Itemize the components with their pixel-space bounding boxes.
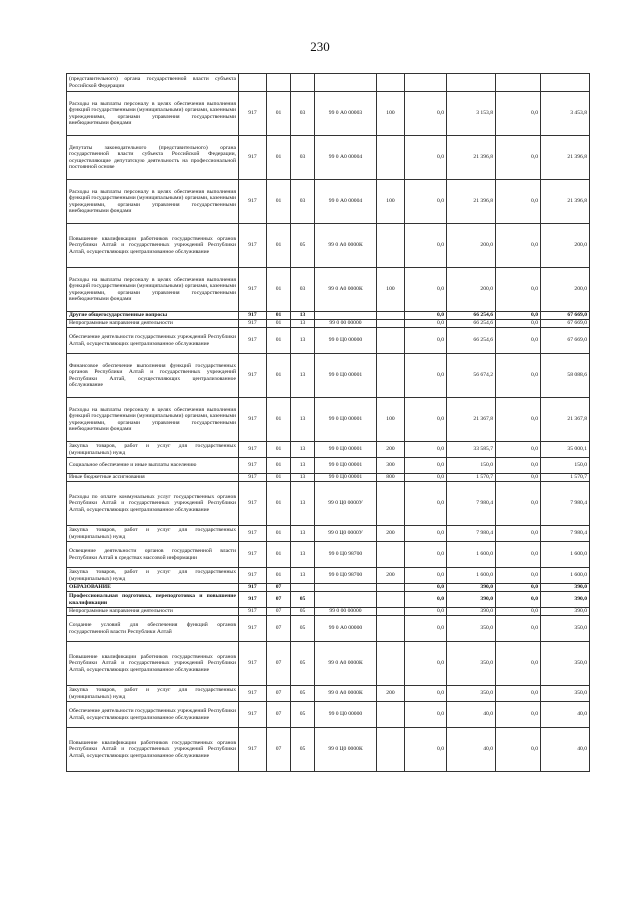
row-value-3: 0,0 (496, 354, 541, 398)
table-row (67, 526, 590, 542)
row-subsection: 13 (291, 328, 315, 354)
row-admin-code (239, 74, 267, 92)
row-description: Повышение квалификации работников государственных органов Республики Алтай и государственных учреждений Республики Алтай, осуществляющих централизованное обслуживание (67, 642, 239, 686)
row-description: Закупка товаров, работ и услуг для государственных (муниципальных) нужд (67, 526, 239, 542)
row-subsection: 13 (291, 458, 315, 474)
row-description: Непрограммные направления деятельности (67, 320, 239, 328)
row-expense-type (377, 542, 405, 568)
row-target-article: 99 0 Ц0 00001 (315, 354, 377, 398)
row-expense-type (377, 482, 405, 526)
row-description: Социальное обеспечение и иные выплаты населению (67, 458, 239, 474)
row-expense-type (377, 328, 405, 354)
row-admin-code: 917 (239, 568, 267, 584)
row-admin-code: 917 (239, 92, 267, 136)
row-value-1: 0,0 (405, 526, 447, 542)
row-subsection: 13 (291, 312, 315, 320)
row-target-article: 99 0 А0 00004 (315, 136, 377, 180)
table-row (67, 74, 590, 92)
row-admin-code: 917 (239, 642, 267, 686)
row-value-2: 56 674,2 (447, 354, 496, 398)
row-admin-code: 917 (239, 584, 267, 592)
row-admin-code: 917 (239, 458, 267, 474)
row-subsection: 05 (291, 702, 315, 728)
row-value-1: 0,0 (405, 474, 447, 482)
row-admin-code: 917 (239, 616, 267, 642)
row-value-3: 0,0 (496, 608, 541, 616)
row-value-2: 21 396,8 (447, 180, 496, 224)
row-value-3: 0,0 (496, 398, 541, 442)
row-value-3: 0,0 (496, 312, 541, 320)
row-value-2: 390,0 (447, 592, 496, 608)
row-expense-type (377, 608, 405, 616)
row-subsection: 13 (291, 526, 315, 542)
row-subsection: 05 (291, 686, 315, 702)
table-row (67, 542, 590, 568)
row-expense-type: 300 (377, 458, 405, 474)
table-body (67, 74, 590, 772)
row-section: 01 (267, 136, 291, 180)
row-admin-code: 917 (239, 592, 267, 608)
row-value-2: 1 600,0 (447, 542, 496, 568)
row-target-article: 99 0 Ц0 0000У (315, 482, 377, 526)
row-description: Обеспечение деятельности государственных учреждений Республики Алтай, осуществляющих централизованное обслуживание (67, 328, 239, 354)
row-value-3: 0,0 (496, 686, 541, 702)
table-row (67, 354, 590, 398)
row-description: Повышение квалификации работников государственных органов Республики Алтай и государственных учреждений Республики Алтай, осуществляющих централизованное обслуживание (67, 224, 239, 268)
row-target-article (315, 312, 377, 320)
table-row (67, 686, 590, 702)
row-description: Закупка товаров, работ и услуг для государственных (муниципальных) нужд (67, 568, 239, 584)
table-row (67, 180, 590, 224)
table-row (67, 474, 590, 482)
row-description: Иные бюджетные ассигнования (67, 474, 239, 482)
row-value-1: 0,0 (405, 92, 447, 136)
row-value-2: 1 570,7 (447, 474, 496, 482)
row-admin-code: 917 (239, 180, 267, 224)
row-section: 07 (267, 642, 291, 686)
row-value-3: 0,0 (496, 224, 541, 268)
row-value-2 (447, 74, 496, 92)
row-value-2: 21 367,8 (447, 398, 496, 442)
row-expense-type: 200 (377, 442, 405, 458)
row-value-1: 0,0 (405, 482, 447, 526)
row-expense-type (377, 354, 405, 398)
row-admin-code: 917 (239, 474, 267, 482)
row-description: Расходы по оплате коммунальных услуг государственных органов Республики Алтай и государственных учреждений Республики Алтай, осуществляющих централизованное обслуживание (67, 482, 239, 526)
row-value-4: 350,0 (541, 642, 590, 686)
row-target-article (315, 74, 377, 92)
row-value-4: 350,0 (541, 616, 590, 642)
row-subsection: 13 (291, 482, 315, 526)
row-value-2: 33 585,7 (447, 442, 496, 458)
row-section: 01 (267, 482, 291, 526)
row-expense-type (377, 320, 405, 328)
row-value-2: 200,0 (447, 268, 496, 312)
row-target-article: 99 0 А0 00000 (315, 616, 377, 642)
row-section: 01 (267, 92, 291, 136)
row-expense-type (377, 136, 405, 180)
row-value-3: 0,0 (496, 458, 541, 474)
row-admin-code: 917 (239, 224, 267, 268)
row-value-4: 390,0 (541, 608, 590, 616)
row-value-1: 0,0 (405, 328, 447, 354)
row-description: Непрограммные направления деятельности (67, 608, 239, 616)
row-expense-type: 100 (377, 268, 405, 312)
row-subsection: 13 (291, 474, 315, 482)
row-subsection: 03 (291, 136, 315, 180)
row-admin-code: 917 (239, 328, 267, 354)
row-admin-code: 917 (239, 608, 267, 616)
row-value-3: 0,0 (496, 92, 541, 136)
table-row (67, 328, 590, 354)
row-value-4: 7 980,4 (541, 526, 590, 542)
row-value-1: 0,0 (405, 180, 447, 224)
table-row (67, 702, 590, 728)
row-value-2: 350,0 (447, 616, 496, 642)
row-target-article (315, 584, 377, 592)
row-section: 01 (267, 268, 291, 312)
table-row (67, 312, 590, 320)
row-value-1: 0,0 (405, 224, 447, 268)
row-description: ОБРАЗОВАНИЕ (67, 584, 239, 592)
row-subsection (291, 584, 315, 592)
row-target-article: 99 0 Ц0 98700 (315, 542, 377, 568)
row-admin-code: 917 (239, 442, 267, 458)
row-subsection: 05 (291, 616, 315, 642)
row-target-article: 99 0 Ц0 00001 (315, 458, 377, 474)
row-expense-type: 100 (377, 92, 405, 136)
row-value-3: 0,0 (496, 526, 541, 542)
row-target-article: 99 0 А0 0000К (315, 642, 377, 686)
row-value-1: 0,0 (405, 320, 447, 328)
row-value-4 (541, 74, 590, 92)
row-admin-code: 917 (239, 702, 267, 728)
row-expense-type (377, 584, 405, 592)
row-expense-type (377, 616, 405, 642)
row-description: Расходы на выплаты персоналу в целях обеспечения выполнения функций государственными (муниципальными) органами, казенными учреждениями, органами управления государственными внебюджетными фондами (67, 398, 239, 442)
row-target-article: 99 0 А0 0000К (315, 224, 377, 268)
row-target-article: 99 0 Ц0 00000 (315, 702, 377, 728)
row-value-1: 0,0 (405, 458, 447, 474)
row-description: Закупка товаров, работ и услуг для государственных (муниципальных) нужд (67, 686, 239, 702)
row-section: 07 (267, 616, 291, 642)
row-value-4: 58 088,6 (541, 354, 590, 398)
row-description: Освещение деятельности органов государственной власти Республики Алтай в средствах массовой информации (67, 542, 239, 568)
row-value-4: 200,0 (541, 268, 590, 312)
row-value-1: 0,0 (405, 136, 447, 180)
row-section: 01 (267, 224, 291, 268)
row-value-3: 0,0 (496, 568, 541, 584)
row-value-3: 0,0 (496, 584, 541, 592)
row-value-3: 0,0 (496, 592, 541, 608)
table-row (67, 398, 590, 442)
row-value-4: 1 600,0 (541, 568, 590, 584)
row-value-1: 0,0 (405, 642, 447, 686)
row-subsection: 03 (291, 180, 315, 224)
row-subsection: 05 (291, 608, 315, 616)
row-section: 01 (267, 474, 291, 482)
row-value-1: 0,0 (405, 616, 447, 642)
row-value-3: 0,0 (496, 180, 541, 224)
row-admin-code: 917 (239, 320, 267, 328)
row-value-2: 21 396,8 (447, 136, 496, 180)
row-value-3: 0,0 (496, 642, 541, 686)
row-value-3: 0,0 (496, 482, 541, 526)
row-subsection: 05 (291, 224, 315, 268)
row-admin-code: 917 (239, 136, 267, 180)
row-target-article (315, 592, 377, 608)
row-section: 01 (267, 312, 291, 320)
row-value-2: 390,0 (447, 608, 496, 616)
row-section: 07 (267, 608, 291, 616)
row-section: 01 (267, 320, 291, 328)
row-value-1: 0,0 (405, 354, 447, 398)
row-admin-code: 917 (239, 686, 267, 702)
row-expense-type: 200 (377, 686, 405, 702)
row-value-2: 200,0 (447, 224, 496, 268)
row-section: 01 (267, 442, 291, 458)
row-value-2: 7 980,4 (447, 482, 496, 526)
row-value-3: 0,0 (496, 728, 541, 772)
row-value-4: 21 367,8 (541, 398, 590, 442)
row-value-3: 0,0 (496, 616, 541, 642)
row-target-article: 99 0 А0 00003 (315, 92, 377, 136)
row-subsection: 05 (291, 728, 315, 772)
row-value-1: 0,0 (405, 592, 447, 608)
row-expense-type (377, 642, 405, 686)
row-value-3: 0,0 (496, 542, 541, 568)
table-row (67, 608, 590, 616)
row-subsection: 05 (291, 592, 315, 608)
row-subsection: 13 (291, 320, 315, 328)
row-expense-type: 100 (377, 180, 405, 224)
row-value-1: 0,0 (405, 686, 447, 702)
row-description: Расходы на выплаты персоналу в целях обеспечения выполнения функций государственными (муниципальными) органами, казенными учреждениями, органами управления государственными внебюджетными фондами (67, 180, 239, 224)
row-target-article: 99 0 Ц0 0000У (315, 526, 377, 542)
budget-table (66, 73, 590, 772)
row-value-2: 350,0 (447, 642, 496, 686)
row-description: (представительного) органа государственной власти субъекта Российской Федерации (67, 74, 239, 92)
row-value-2: 150,0 (447, 458, 496, 474)
row-target-article: 99 0 Ц0 98700 (315, 568, 377, 584)
row-admin-code: 917 (239, 728, 267, 772)
row-section: 01 (267, 568, 291, 584)
row-expense-type: 200 (377, 568, 405, 584)
row-value-2: 40,0 (447, 702, 496, 728)
row-description: Финансовое обеспечение выполнения функций государственных органов Республики Алтай и государственных учреждений Республики Алтай, осуществляющих централизованное обслуживание (67, 354, 239, 398)
row-target-article: 99 0 Ц0 00001 (315, 442, 377, 458)
table-row (67, 92, 590, 136)
row-section: 01 (267, 526, 291, 542)
row-target-article: 99 0 А0 0000К (315, 686, 377, 702)
row-section: 01 (267, 458, 291, 474)
row-subsection: 13 (291, 442, 315, 458)
row-value-4: 200,0 (541, 224, 590, 268)
row-value-4: 1 600,0 (541, 542, 590, 568)
row-value-4: 3 453,8 (541, 92, 590, 136)
table-row (67, 568, 590, 584)
row-section: 07 (267, 686, 291, 702)
row-value-2: 40,0 (447, 728, 496, 772)
row-subsection: 13 (291, 398, 315, 442)
row-section: 07 (267, 592, 291, 608)
table-row (67, 224, 590, 268)
page-number: 230 (310, 39, 330, 54)
row-expense-type: 800 (377, 474, 405, 482)
row-value-2: 1 600,0 (447, 568, 496, 584)
table-row (67, 136, 590, 180)
row-value-4: 21 396,8 (541, 136, 590, 180)
row-value-4: 390,0 (541, 584, 590, 592)
row-section: 07 (267, 584, 291, 592)
row-expense-type (377, 728, 405, 772)
row-target-article: 99 0 Ц0 00001 (315, 398, 377, 442)
row-value-1: 0,0 (405, 312, 447, 320)
row-target-article: 99 0 Ц0 0000К (315, 728, 377, 772)
row-subsection: 13 (291, 542, 315, 568)
row-section: 01 (267, 398, 291, 442)
row-description: Закупка товаров, работ и услуг для государственных (муниципальных) нужд (67, 442, 239, 458)
row-value-2: 390,0 (447, 584, 496, 592)
row-value-2: 66 254,6 (447, 320, 496, 328)
row-value-1: 0,0 (405, 268, 447, 312)
row-admin-code: 917 (239, 482, 267, 526)
row-value-3: 0,0 (496, 136, 541, 180)
row-section: 01 (267, 354, 291, 398)
row-value-1: 0,0 (405, 542, 447, 568)
row-target-article: 99 0 А0 0000К (315, 268, 377, 312)
table-row (67, 268, 590, 312)
row-description: Расходы на выплаты персоналу в целях обеспечения выполнения функций государственными (муниципальными) органами, казенными учреждениями, органами управления государственными внебюджетными фондами (67, 92, 239, 136)
row-value-2: 3 153,8 (447, 92, 496, 136)
row-section: 07 (267, 728, 291, 772)
table-row (67, 616, 590, 642)
row-admin-code: 917 (239, 398, 267, 442)
row-admin-code: 917 (239, 312, 267, 320)
row-description: Создание условий для обеспечения функций органов государственной власти Республики Алтай (67, 616, 239, 642)
row-value-4: 390,0 (541, 592, 590, 608)
row-target-article: 99 0 А0 00004 (315, 180, 377, 224)
row-description: Депутаты законодательного (представительного) органа государственной власти субъекта Российской Федерации, осуществляющие депутатскую деятельность на профессиональной постоянной основе (67, 136, 239, 180)
row-description: Расходы на выплаты персоналу в целях обеспечения выполнения функций государственными (муниципальными) органами, казенными учреждениями, органами управления государственными внебюджетными фондами (67, 268, 239, 312)
row-value-3: 0,0 (496, 474, 541, 482)
row-value-1 (405, 74, 447, 92)
row-section: 01 (267, 328, 291, 354)
row-subsection (291, 74, 315, 92)
row-section (267, 74, 291, 92)
row-subsection: 13 (291, 354, 315, 398)
row-value-4: 40,0 (541, 702, 590, 728)
row-value-4: 350,0 (541, 686, 590, 702)
row-expense-type (377, 74, 405, 92)
row-value-3: 0,0 (496, 442, 541, 458)
row-target-article: 99 0 00 00000 (315, 608, 377, 616)
row-expense-type: 200 (377, 526, 405, 542)
row-value-4: 67 669,0 (541, 312, 590, 320)
row-value-2: 66 254,6 (447, 328, 496, 354)
row-value-4: 150,0 (541, 458, 590, 474)
table-row (67, 592, 590, 608)
row-expense-type (377, 702, 405, 728)
row-value-1: 0,0 (405, 398, 447, 442)
row-target-article: 99 0 Ц0 00000 (315, 328, 377, 354)
row-value-4: 21 396,8 (541, 180, 590, 224)
row-expense-type (377, 224, 405, 268)
row-expense-type (377, 592, 405, 608)
row-target-article: 99 0 00 00000 (315, 320, 377, 328)
row-value-1: 0,0 (405, 702, 447, 728)
row-value-4: 35 000,1 (541, 442, 590, 458)
row-expense-type: 100 (377, 398, 405, 442)
row-value-2: 7 980,4 (447, 526, 496, 542)
row-value-4: 67 669,0 (541, 320, 590, 328)
row-value-2: 350,0 (447, 686, 496, 702)
row-admin-code: 917 (239, 268, 267, 312)
row-description: Повышение квалификации работников государственных органов Республики Алтай и государственных учреждений Республики Алтай, осуществляющих централизованное обслуживание (67, 728, 239, 772)
row-value-4: 1 570,7 (541, 474, 590, 482)
row-admin-code: 917 (239, 354, 267, 398)
row-value-3 (496, 74, 541, 92)
row-section: 01 (267, 542, 291, 568)
row-value-3: 0,0 (496, 320, 541, 328)
row-section: 07 (267, 702, 291, 728)
row-value-4: 40,0 (541, 728, 590, 772)
row-description: Профессиональная подготовка, переподготовка и повышение квалификации (67, 592, 239, 608)
row-admin-code: 917 (239, 542, 267, 568)
table-row (67, 642, 590, 686)
row-value-3: 0,0 (496, 268, 541, 312)
row-value-1: 0,0 (405, 728, 447, 772)
row-value-2: 66 254,6 (447, 312, 496, 320)
row-value-1: 0,0 (405, 568, 447, 584)
row-value-1: 0,0 (405, 442, 447, 458)
row-subsection: 13 (291, 568, 315, 584)
table-row (67, 482, 590, 526)
row-value-3: 0,0 (496, 702, 541, 728)
row-subsection: 03 (291, 268, 315, 312)
table-row (67, 728, 590, 772)
row-description: Другие общегосударственные вопросы (67, 312, 239, 320)
table-row (67, 320, 590, 328)
table-row (67, 584, 590, 592)
row-admin-code: 917 (239, 526, 267, 542)
row-section: 01 (267, 180, 291, 224)
row-target-article: 99 0 Ц0 00001 (315, 474, 377, 482)
row-description: Обеспечение деятельности государственных учреждений Республики Алтай, осуществляющих централизованное обслуживание (67, 702, 239, 728)
row-value-4: 7 980,4 (541, 482, 590, 526)
row-value-4: 67 669,0 (541, 328, 590, 354)
table-row (67, 458, 590, 474)
row-value-1: 0,0 (405, 608, 447, 616)
row-expense-type (377, 312, 405, 320)
row-value-3: 0,0 (496, 328, 541, 354)
row-value-1: 0,0 (405, 584, 447, 592)
row-subsection: 03 (291, 92, 315, 136)
row-subsection: 05 (291, 642, 315, 686)
table-row (67, 442, 590, 458)
